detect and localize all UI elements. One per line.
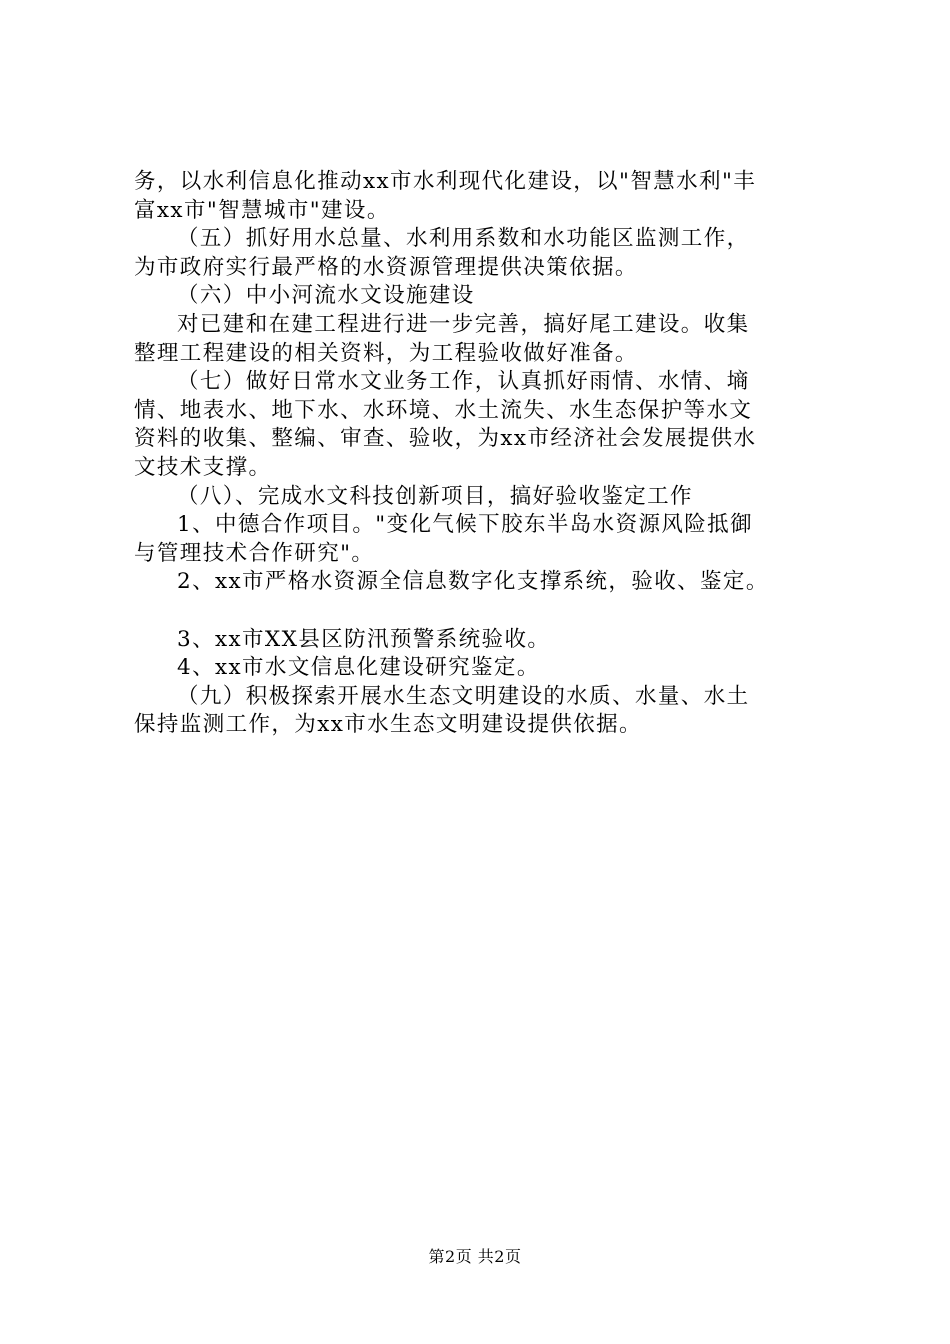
paragraph-line: 文技术支撑。 — [134, 454, 272, 480]
paragraph-line: 与管理技术合作研究"。 — [134, 540, 375, 566]
paragraph-line: 资料的收集、整编、审查、验收，为xx市经济社会发展提供水 — [134, 426, 757, 452]
paragraph-line: 务，以水利信息化推动xx市水利现代化建设，以"智慧水利"丰 — [134, 169, 757, 194]
page-number-footer: 第2页 共2页 — [428, 1247, 522, 1266]
list-item-3: 3、xx市XX县区防汛预警系统验收。 — [177, 626, 551, 652]
section-heading-8: （八）、完成水文科技创新项目，搞好验收鉴定工作 — [177, 483, 693, 509]
paragraph-line: 情、地表水、地下水、水环境、水土流失、水生态保护等水文 — [134, 397, 753, 423]
paragraph-line: 保持监测工作，为xx市水生态文明建设提供依据。 — [134, 712, 642, 738]
list-item-2: 2、xx市严格水资源全信息数字化支撑系统，验收、鉴定。 — [177, 569, 769, 595]
section-heading-7: （七）做好日常水文业务工作，认真抓好雨情、水情、墒 — [177, 369, 750, 395]
list-item-4: 4、xx市水文信息化建设研究鉴定。 — [177, 655, 540, 681]
section-heading-5: （五）抓好用水总量、水利用系数和水功能区监测工作， — [177, 226, 750, 252]
section-heading-6: （六）中小河流水文设施建设 — [177, 283, 475, 309]
paragraph-line: 为市政府实行最严格的水资源管理提供决策依据。 — [134, 254, 638, 280]
paragraph-line: 富xx市"智慧城市"建设。 — [134, 197, 390, 223]
paragraph-line: 整理工程建设的相关资料，为工程验收做好准备。 — [134, 340, 638, 366]
list-item-1: 1、中德合作项目。"变化气候下胶东半岛水资源风险抵御 — [177, 512, 753, 538]
blank-line — [134, 597, 834, 626]
paragraph-line: 对已建和在建工程进行进一步完善，搞好尾工建设。收集 — [177, 311, 750, 337]
document-body — [134, 168, 834, 740]
section-heading-9: （九）积极探索开展水生态文明建设的水质、水量、水土 — [177, 683, 750, 709]
